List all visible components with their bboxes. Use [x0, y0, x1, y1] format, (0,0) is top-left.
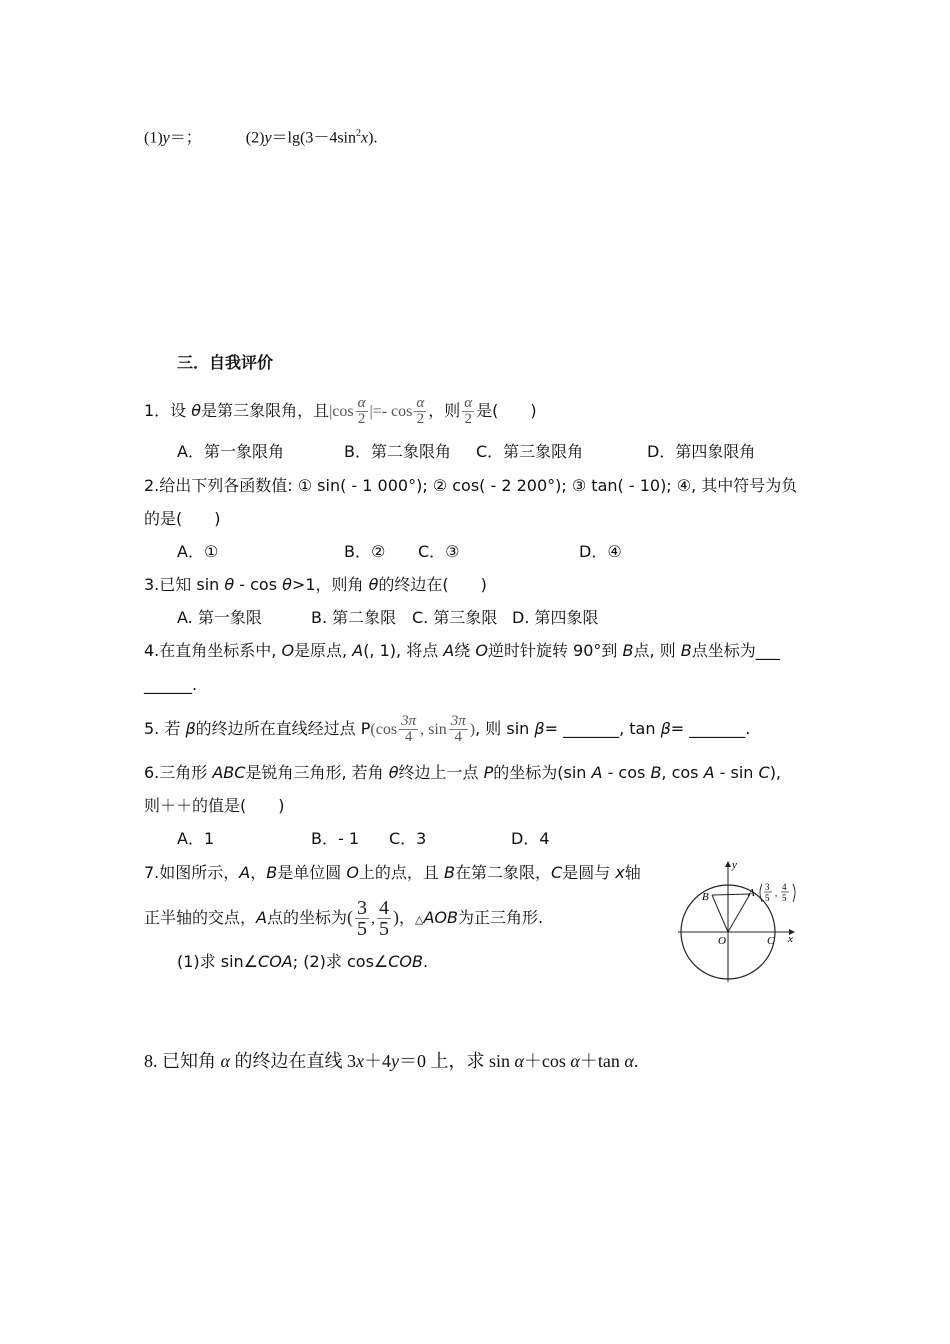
text: 是锐角三角形, 若角: [245, 763, 389, 782]
text: 点坐标为___: [691, 641, 780, 660]
q3-option-d: D. 第四象限: [512, 608, 599, 627]
text: 的坐标为(sin: [493, 763, 592, 782]
text: .: [633, 1051, 639, 1071]
part-2-label: (2): [245, 129, 265, 147]
q1-option-c: C．第三象限角: [476, 442, 584, 461]
text: ＋cos: [523, 1051, 571, 1071]
q3-option-a: A. 第一象限: [177, 608, 262, 627]
var-theta: θ: [282, 575, 292, 594]
q3-option-c: C. 第三象限: [412, 608, 498, 627]
text: .: [423, 952, 429, 971]
abs-bar: |: [329, 403, 333, 420]
text: 上的点，且: [358, 863, 445, 882]
coord-den-2: 5: [782, 893, 787, 903]
cos-func: cos: [375, 721, 398, 738]
fraction: [462, 396, 474, 427]
text: 逆时针旋转 90°到: [487, 641, 623, 660]
cos-func: cos: [332, 403, 354, 420]
var-O: O: [346, 863, 359, 882]
text: 终边上一点: [398, 763, 484, 782]
coord-comma: ,: [775, 888, 778, 898]
var-alpha: α: [624, 1051, 634, 1071]
numerator: α: [464, 395, 473, 411]
var-y: y: [264, 129, 272, 147]
fraction: [355, 898, 369, 939]
var-A: A: [239, 863, 251, 882]
q6-option-a: A．1: [177, 829, 215, 848]
q2-option-d: D．④: [579, 542, 622, 561]
var-theta: θ: [191, 401, 202, 420]
top-line: [144, 123, 377, 149]
var-beta: β: [185, 719, 196, 738]
label-O: O: [718, 935, 726, 947]
text: ＋4: [363, 1051, 391, 1071]
part-1-label: (1): [144, 129, 163, 147]
text: (, 1), 将点: [363, 641, 444, 660]
coord-num-1: 3: [765, 882, 770, 892]
fraction: [377, 898, 391, 939]
fraction: [449, 714, 468, 745]
text: ; (2)求 cos∠: [292, 952, 389, 971]
unit-circle-figure: [676, 856, 806, 986]
text: 的终边所在直线经过点 P: [195, 719, 371, 738]
text: ＝lg(3－4sin: [271, 129, 356, 147]
label-A: A: [748, 887, 755, 899]
var-A: A: [703, 763, 715, 782]
text: 8. 已知角: [144, 1051, 221, 1071]
question-5: [144, 714, 750, 745]
var-A: A: [443, 641, 455, 660]
segment-OB: [712, 895, 728, 932]
fraction: [414, 396, 426, 427]
numerator: 3π: [401, 713, 417, 729]
text: 在第二象限，: [455, 863, 552, 882]
text: 轴: [624, 863, 641, 882]
text: ，: [398, 908, 415, 927]
var-beta: β: [660, 719, 671, 738]
denominator: 2: [357, 411, 366, 427]
var-O: O: [475, 641, 488, 660]
var-C: C: [551, 863, 563, 882]
question-3: [144, 574, 487, 596]
paren: (: [370, 721, 376, 738]
denominator: 4: [454, 729, 463, 745]
var-B: B: [266, 863, 278, 882]
numerator: 4: [378, 897, 389, 919]
numerator: 3: [356, 897, 367, 919]
coord-den-1: 5: [765, 893, 770, 903]
question-1: [144, 396, 537, 427]
text: ，: [250, 863, 267, 882]
label-y: y: [732, 859, 737, 871]
text: 的终边在( ): [378, 575, 487, 594]
q1-option-b: B．第二象限角: [344, 442, 451, 461]
text: 为正三角形.: [457, 908, 544, 927]
text: ，则: [428, 401, 461, 420]
text: 是第三象限角，且: [201, 401, 330, 420]
var-theta: θ: [224, 575, 235, 594]
q6-option-b: B．- 1: [311, 829, 360, 848]
question-7-subparts: [177, 951, 428, 973]
text: 点, 则: [633, 641, 681, 660]
text: 5. 若: [144, 719, 186, 738]
var-A: A: [352, 641, 364, 660]
text: 是单位圆: [277, 863, 347, 882]
text: |=- cos: [369, 403, 413, 420]
question-6-line-1: [144, 762, 781, 784]
fraction: [356, 396, 368, 427]
text: 的终边在直线 3: [229, 1051, 356, 1071]
numerator: α: [357, 395, 366, 411]
var-y: y: [390, 1051, 399, 1071]
paren: ): [392, 907, 399, 927]
denominator: 5: [356, 918, 367, 940]
text: 1．设: [144, 401, 192, 420]
label-B: B: [702, 891, 709, 903]
text: ,: [370, 910, 375, 927]
label-C: C: [767, 935, 775, 947]
paren: (: [346, 907, 353, 927]
var-alpha: α: [570, 1051, 580, 1071]
question-4-line-1: [144, 640, 780, 662]
superscript: 2: [356, 128, 361, 139]
segment-OA: [728, 894, 750, 932]
question-8: [144, 1049, 638, 1073]
var-theta: θ: [388, 763, 399, 782]
text: = _______, tan: [544, 719, 661, 738]
var-COB: COB: [388, 952, 423, 971]
question-7-line-2: [144, 898, 543, 939]
q2-option-a: A．①: [177, 542, 219, 561]
text: 3.已知 sin: [144, 575, 225, 594]
question-6-line-2: 则＋＋的值是( ): [144, 796, 285, 815]
var-AOB: AOB: [423, 908, 458, 927]
text: - cos: [234, 575, 283, 594]
var-x: x: [355, 1051, 364, 1071]
var-theta: θ: [368, 575, 379, 594]
text: 点的坐标为: [266, 908, 347, 927]
text: ＝；: [169, 129, 202, 147]
text: 绕: [454, 641, 476, 660]
question-7-line-1: [144, 862, 641, 884]
text: ＋tan: [579, 1051, 625, 1071]
label-x: x: [788, 933, 793, 945]
var-x: x: [361, 129, 369, 147]
var-COA: COA: [258, 952, 293, 971]
text: 6.三角形: [144, 763, 213, 782]
q2-option-b: B．②: [344, 542, 386, 561]
text: = _______.: [670, 719, 751, 738]
text: >1，则角: [291, 575, 369, 594]
fraction: [399, 714, 418, 745]
var-B: B: [650, 763, 662, 782]
denominator: 5: [378, 918, 389, 940]
denominator: 4: [404, 729, 413, 745]
denominator: 2: [464, 411, 472, 427]
var-O: O: [281, 641, 295, 660]
var-ABC: ABC: [212, 763, 246, 782]
text: ＝0 上，求 sin: [398, 1051, 515, 1071]
text: 是( ): [476, 401, 537, 420]
q1-option-a: A．第一象限角: [177, 442, 284, 461]
var-beta: β: [534, 719, 545, 738]
triangle-symbol: △: [415, 913, 424, 926]
text: ),: [769, 763, 782, 782]
question-2-line-1: 2.给出下列各函数值: ① sin( - 1 000°); ② cos( - 2 200°); ③ tan( - 10); ④, 其中符号为负: [144, 476, 798, 495]
text: 7.如图所示，: [144, 863, 240, 882]
var-alpha: α: [220, 1051, 230, 1071]
var-y: y: [162, 129, 170, 147]
var-B: B: [444, 863, 455, 882]
var-alpha: α: [514, 1051, 524, 1071]
text: , sin: [420, 721, 447, 738]
coord-num-2: 4: [782, 882, 787, 892]
text: 正半轴的交点，: [144, 908, 257, 927]
var-B: B: [680, 641, 692, 660]
var-A: A: [591, 763, 603, 782]
q6-option-d: D．4: [511, 829, 550, 848]
q3-option-b: B. 第二象限: [311, 608, 397, 627]
var-A: A: [256, 908, 267, 927]
question-4-line-2: ______.: [144, 675, 198, 694]
paren: ): [469, 721, 476, 738]
text: 是圆与: [562, 863, 616, 882]
var-x: x: [615, 863, 625, 882]
q6-option-c: C．3: [389, 829, 427, 848]
section-title: 三．自我评价: [177, 353, 274, 372]
text: 是原点,: [294, 641, 353, 660]
text: , 则 sin: [475, 719, 535, 738]
denominator: 2: [416, 411, 425, 427]
text: - cos: [602, 763, 651, 782]
text: 4.在直角坐标系中,: [144, 641, 282, 660]
text: (1)求 sin∠: [177, 952, 259, 971]
text: , cos: [661, 763, 704, 782]
segment-AB: [712, 894, 750, 895]
paren-right: [793, 884, 795, 902]
var-B: B: [622, 641, 634, 660]
var-C: C: [758, 763, 770, 782]
question-2-line-2: 的是( ): [144, 509, 221, 528]
q2-option-c: C．③: [418, 542, 460, 561]
text: - sin: [714, 763, 759, 782]
text: ).: [368, 129, 378, 147]
q1-option-d: D．第四象限角: [647, 442, 756, 461]
numerator: α: [416, 395, 425, 411]
numerator: 3π: [450, 713, 466, 729]
var-P: P: [483, 763, 494, 782]
